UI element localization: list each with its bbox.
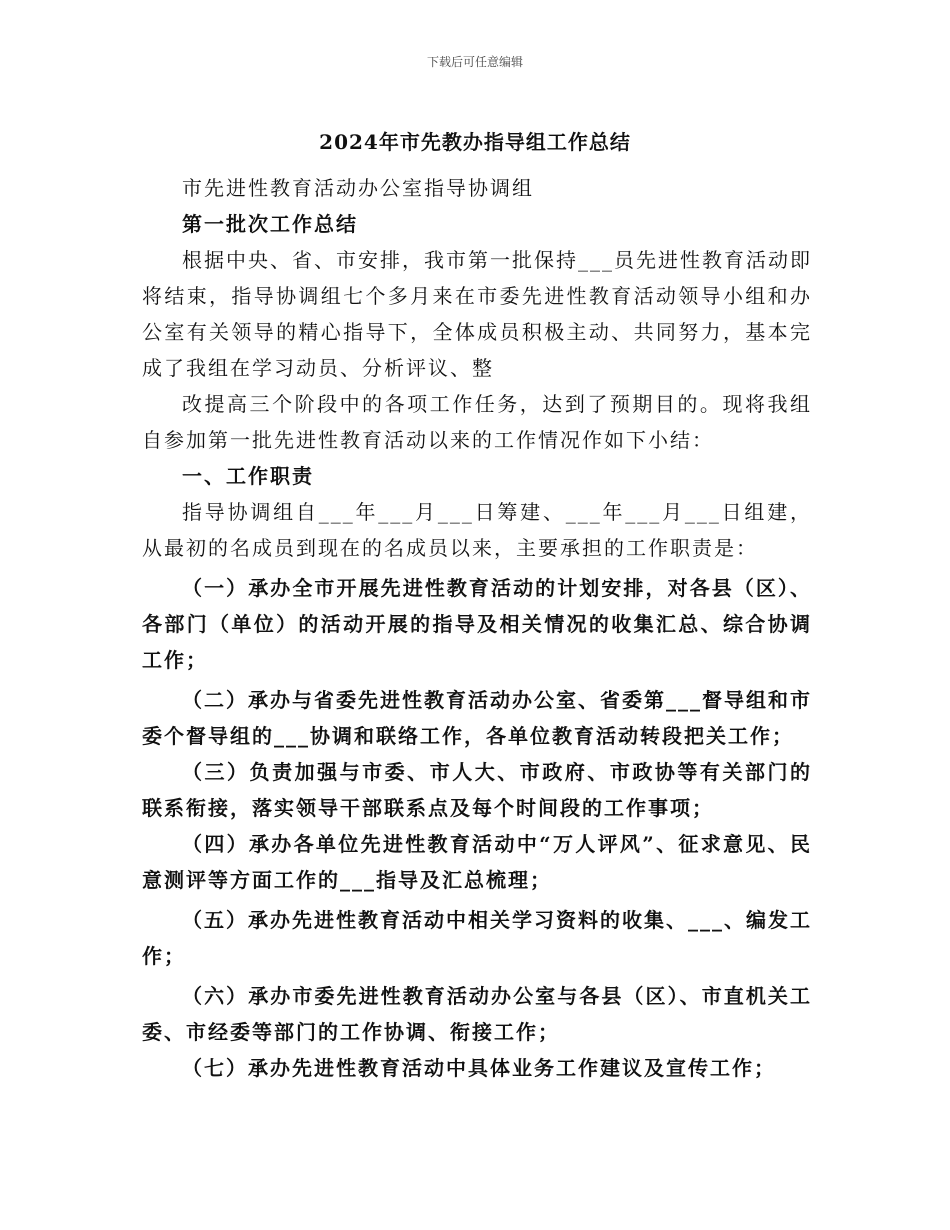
duty-item: （五）承办先进性教育活动中相关学习资料的收集、___、编发工作； bbox=[142, 908, 812, 968]
paragraph: 根据中央、省、市安排，我市第一批保持___员先进性教育活动即将结束，指导协调组七个多月来在市委先进性教育活动领导小组和办公室有关领导的精心指导下，全体成员积极主动、共同努力，基本完成了我组在学习动员、分析评议、整 bbox=[142, 248, 812, 380]
document-title: 2024年市先教办指导组工作总结 bbox=[319, 130, 631, 154]
duty-item: （一）承办全市开展先进性教育活动的计划安排，对各县（区）、各部门（单位）的活动开展的指导及相关情况的收集汇总、综合协调工作； bbox=[142, 576, 812, 672]
duty-item: （二）承办与省委先进性教育活动办公室、省委第___督导组和市委个督导组的___协调和联络工作，各单位教育活动转段把关工作； bbox=[142, 688, 812, 748]
subtitle-line: 市先进性教育活动办公室指导协调组 bbox=[182, 176, 534, 200]
paragraph: 改提高三个阶段中的各项工作任务，达到了预期目的。现将我组自参加第一批先进性教育活动以来的工作情况作如下小结： bbox=[142, 392, 812, 452]
duty-item: （三）负责加强与市委、市人大、市政府、市政协等有关部门的联系衔接，落实领导干部联系点及每个时间段的工作事项； bbox=[142, 760, 812, 820]
section-subtitle: 第一批次工作总结 bbox=[182, 212, 358, 236]
duty-item: （四）承办各单位先进性教育活动中“万人评风”、征求意见、民意测评等方面工作的___指导及汇总梳理； bbox=[142, 832, 812, 892]
duty-item: （七）承办先进性教育活动中具体业务工作建议及宣传工作； bbox=[182, 1056, 776, 1080]
paragraph: 指导协调组自___年___月___日筹建、___年___月___日组建，从最初的名成员到现在的名成员以来，主要承担的工作职责是： bbox=[142, 500, 812, 560]
document-body bbox=[142, 170, 812, 1086]
section-heading: 一、工作职责 bbox=[182, 464, 314, 488]
duty-item: （六）承办市委先进性教育活动办公室与各县（区）、市直机关工委、市经委等部门的工作协调、衔接工作； bbox=[142, 984, 812, 1044]
page-header: 下载后可任意编辑 bbox=[426, 55, 523, 69]
